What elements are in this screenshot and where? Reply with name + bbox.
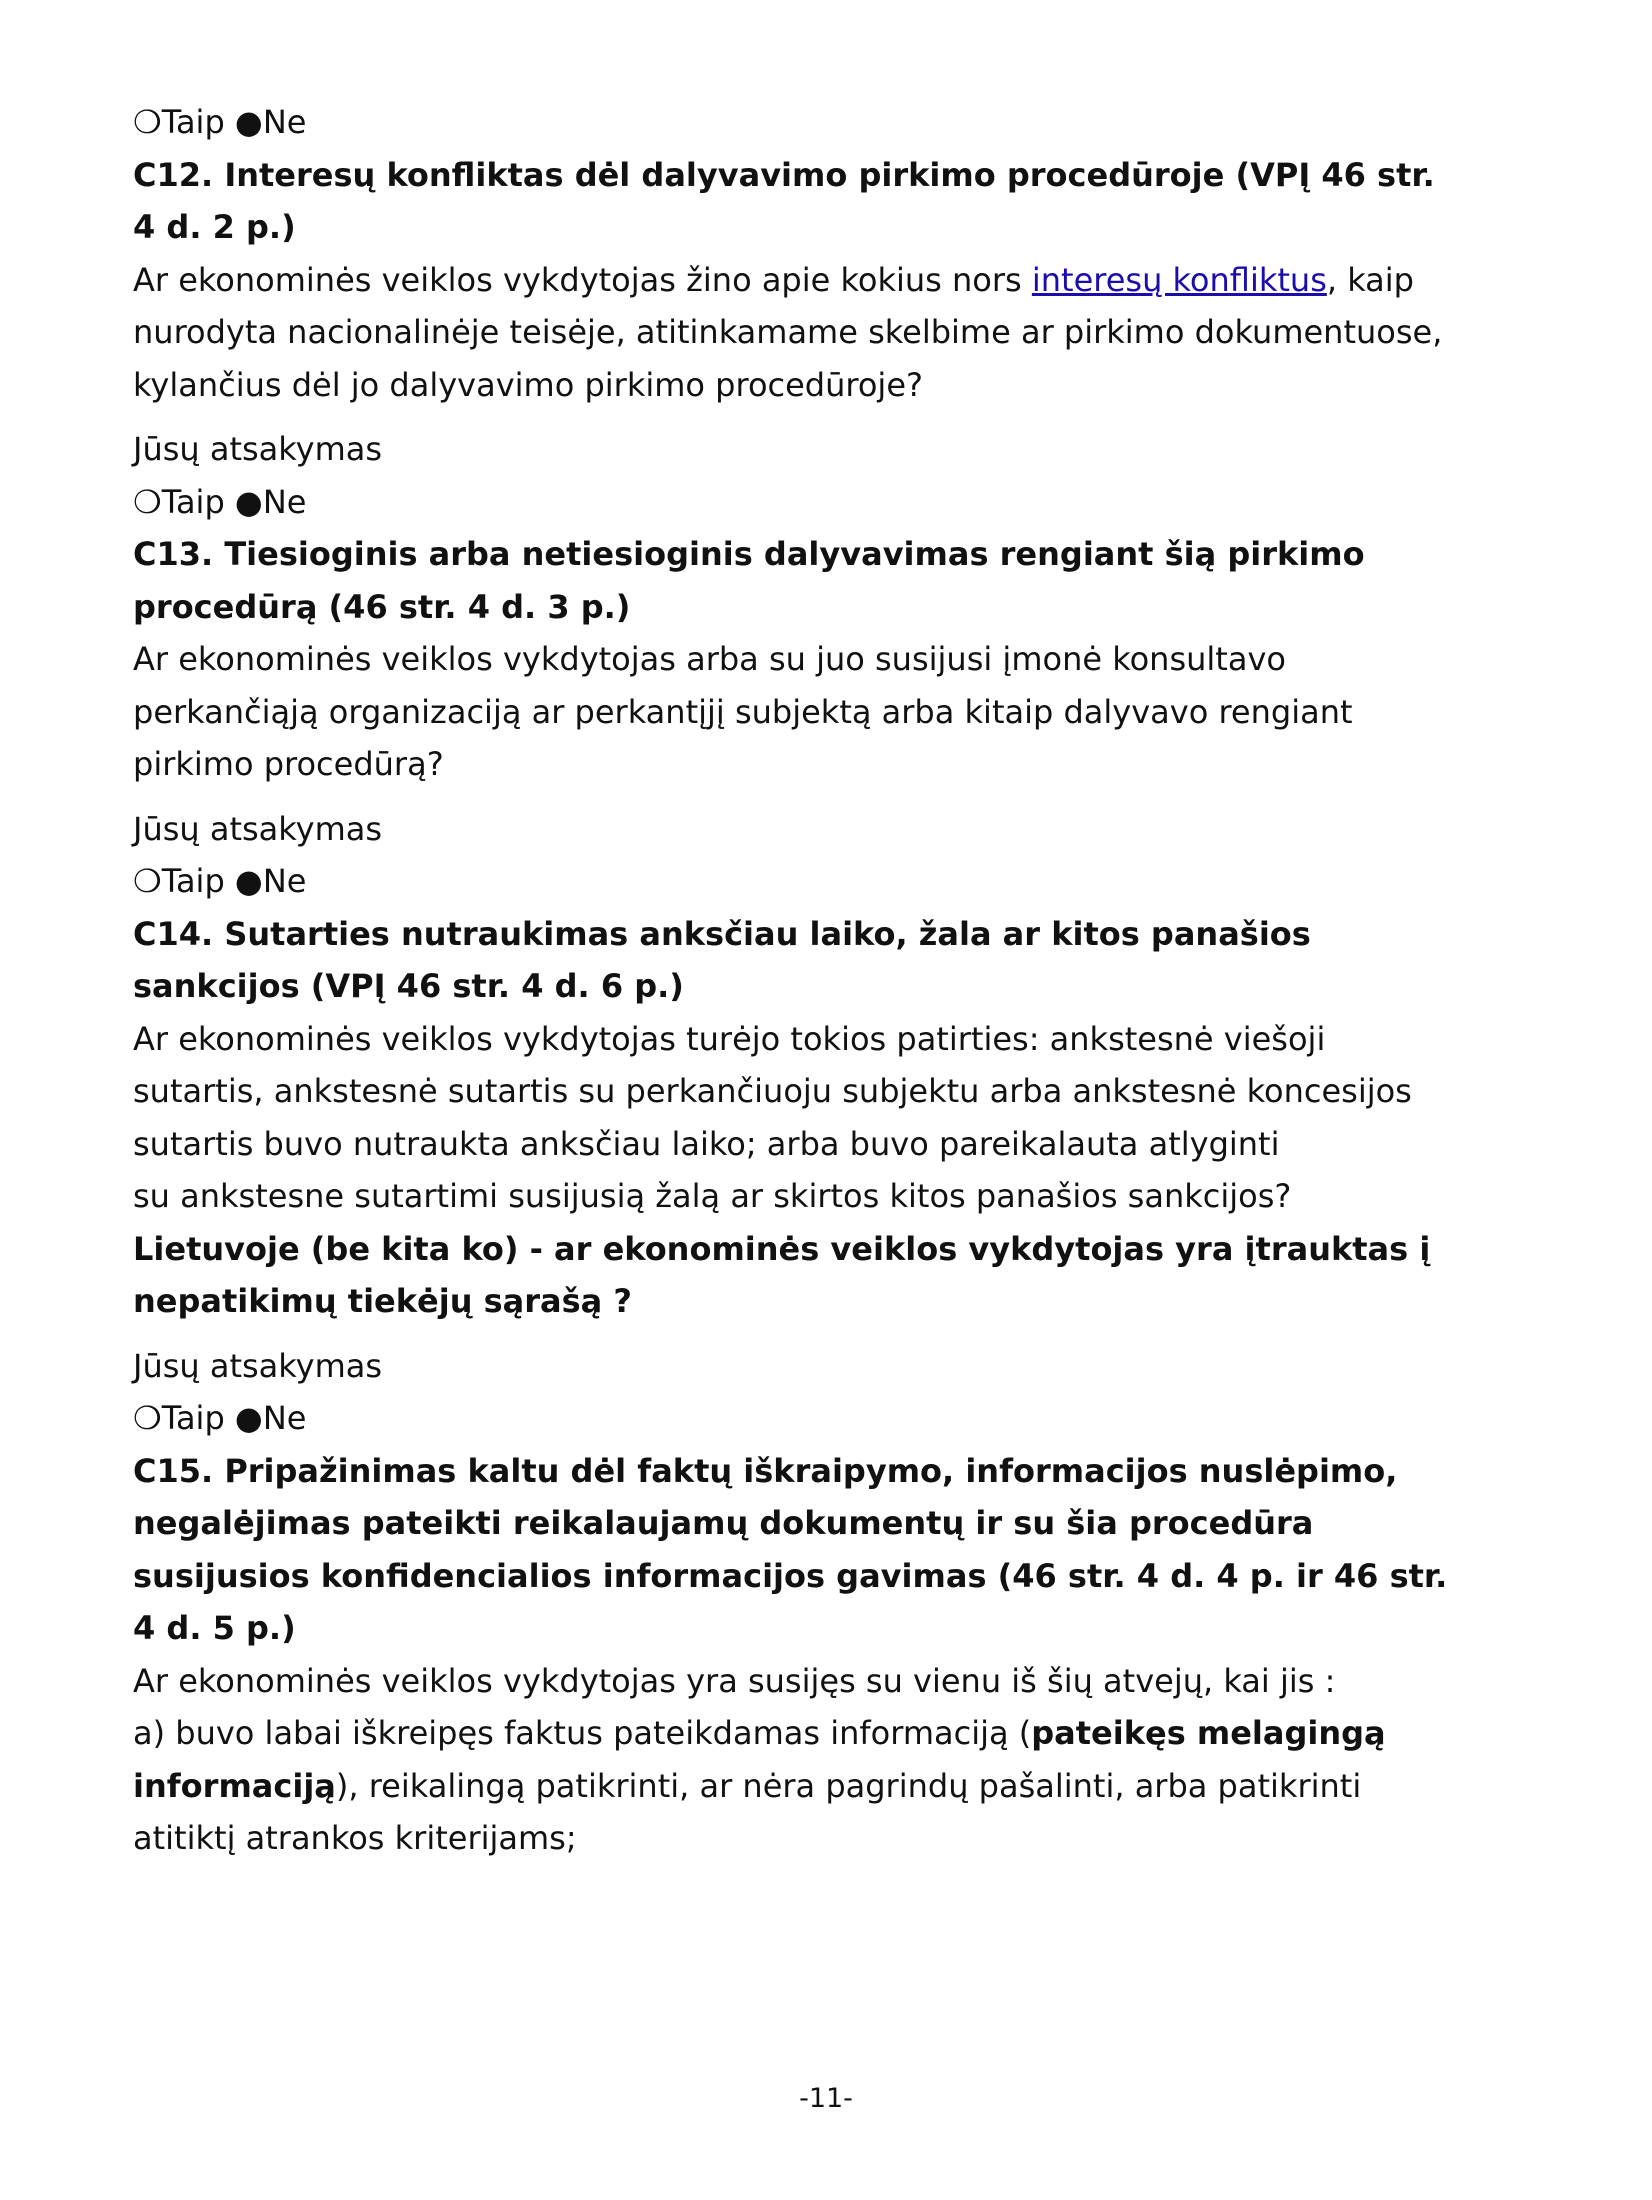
c15-question-line-1: Ar ekonominės veiklos vykdytojas yra susijęs su vienu iš šių atvejų, kai jis :: [133, 1661, 1336, 1700]
option-yes-label: Taip: [161, 103, 225, 141]
c12-heading-line-1: C12. Interesų konfliktas dėl dalyvavimo pirkimo procedūroje (VPĮ 46 str.: [133, 155, 1435, 194]
c15-heading-line-3: susijusios konfidencialios informacijos gavimas (46 str. 4 d. 4 p. ir 46 str.: [133, 1556, 1448, 1595]
radio-filled-icon[interactable]: ●: [234, 482, 263, 521]
c12-heading-line-2: 4 d. 2 p.): [133, 208, 296, 246]
c14-option-yes-label: Taip: [161, 1399, 225, 1437]
c13-answer-label: Jūsų atsakymas: [133, 809, 383, 848]
c14-question-line-3: sutartis buvo nutraukta anksčiau laiko; arba buvo pareikalauta atlyginti: [133, 1124, 1280, 1163]
c12-option-no[interactable]: [235, 476, 307, 529]
c13-question-line-2: perkančiąją organizaciją ar perkantįjį subjektą arba kitaip dalyvavo rengiant: [133, 692, 1353, 731]
c14-option-no-label: Ne: [262, 1399, 307, 1437]
radio-filled-icon[interactable]: ●: [234, 1399, 263, 1437]
c12-question-text-end: , kaip: [1326, 260, 1414, 299]
c15-item-a-emphasis-2: informaciją: [133, 1766, 336, 1805]
c13-option-yes[interactable]: [133, 855, 225, 908]
c15-item-a-text-2: ), reikalingą patikrinti, ar nėra pagrindų pašalinti, arba patikrinti: [335, 1766, 1362, 1805]
c12-answer-label: Jūsų atsakymas: [133, 430, 383, 468]
c15-heading-line-4: 4 d. 5 p.): [133, 1609, 296, 1647]
radio-empty-icon[interactable]: ❍: [133, 1399, 162, 1437]
c15-item-a-line-3: atitiktį atrankos kriterijams;: [133, 1819, 577, 1857]
c14-answer-label: Jūsų atsakymas: [133, 1346, 383, 1385]
document-page: [133, 96, 1533, 1865]
c13-heading-line-1: C13. Tiesioginis arba netiesioginis dalyvavimas rengiant šią pirkimo: [133, 535, 1365, 573]
c13-question-line-1: Ar ekonominės veiklos vykdytojas arba su juo susijusi įmonė konsultavo: [133, 640, 1286, 678]
c14-question-line-4: su ankstesne sutartimi susijusią žalą ar skirtos kitos panašios sankcijos?: [133, 1177, 1292, 1215]
c13-option-no-label: Ne: [262, 862, 307, 900]
c12-question-text: Ar ekonominės veiklos vykdytojas žino apie kokius nors: [133, 260, 1032, 299]
c13-heading-line-2: procedūrą (46 str. 4 d. 3 p.): [133, 587, 631, 626]
c14-heading-line-2: sankcijos (VPĮ 46 str. 4 d. 6 p.): [133, 967, 684, 1005]
c15-item-a-text: a) buvo labai iškreipęs faktus pateikdamas informaciją (: [133, 1714, 1032, 1752]
c15-item-a-line-2: [133, 1760, 1533, 1813]
c12-option-no-label: Ne: [262, 482, 307, 521]
c15-item-a-line-1: [133, 1707, 1533, 1760]
c12-option-yes[interactable]: [133, 476, 225, 529]
c12-question-line-2: nurodyta nacionalinėje teisėje, atitinkamame skelbime ar pirkimo dokumentuose,: [133, 313, 1443, 351]
page-number: -11-: [799, 2083, 853, 2114]
conflict-of-interest-link[interactable]: interesų konfliktus: [1031, 260, 1327, 299]
c14-heading-line-1: C14. Sutarties nutraukimas anksčiau laiko, žala ar kitos panašios: [133, 914, 1311, 953]
c13-option-yes-label: Taip: [161, 862, 225, 900]
radio-empty-icon[interactable]: ❍: [133, 862, 162, 900]
c12-option-yes-label: Taip: [161, 482, 225, 521]
c12-question-line-3: kylančius dėl jo dalyvavimo pirkimo procedūroje?: [133, 365, 923, 404]
c12-question-line-1: [133, 254, 1533, 307]
radio-empty-icon[interactable]: ❍: [133, 482, 162, 521]
c14-option-no[interactable]: [235, 1392, 307, 1445]
radio-filled-icon[interactable]: ●: [234, 103, 263, 141]
c15-heading-line-2: negalėjimas pateikti reikalaujamų dokumentų ir su šia procedūra: [133, 1504, 1314, 1542]
option-no-label: Ne: [262, 103, 307, 141]
c13-question-line-3: pirkimo procedūrą?: [133, 745, 444, 783]
option-yes[interactable]: [133, 96, 225, 149]
c14-option-yes[interactable]: [133, 1392, 225, 1445]
c14-question-line-2: sutartis, ankstesnė sutartis su perkančiuoju subjektu arba ankstesnė koncesijos: [133, 1072, 1412, 1110]
option-no[interactable]: [235, 96, 307, 149]
c14-note-line-2: nepatikimų tiekėjų sąrašą ?: [133, 1282, 632, 1320]
c14-note-line-1: Lietuvoje (be kita ko) - ar ekonominės veiklos vykdytojas yra įtrauktas į: [133, 1229, 1431, 1268]
c14-question-line-1: Ar ekonominės veiklos vykdytojas turėjo tokios patirties: ankstesnė viešoji: [133, 1019, 1326, 1058]
radio-empty-icon[interactable]: ❍: [133, 103, 162, 141]
c15-item-a-emphasis: pateikęs melagingą: [1031, 1714, 1386, 1752]
c13-option-no[interactable]: [235, 855, 307, 908]
radio-filled-icon[interactable]: ●: [234, 862, 263, 900]
c15-heading-line-1: C15. Pripažinimas kaltu dėl faktų iškraipymo, informacijos nuslėpimo,: [133, 1451, 1398, 1490]
